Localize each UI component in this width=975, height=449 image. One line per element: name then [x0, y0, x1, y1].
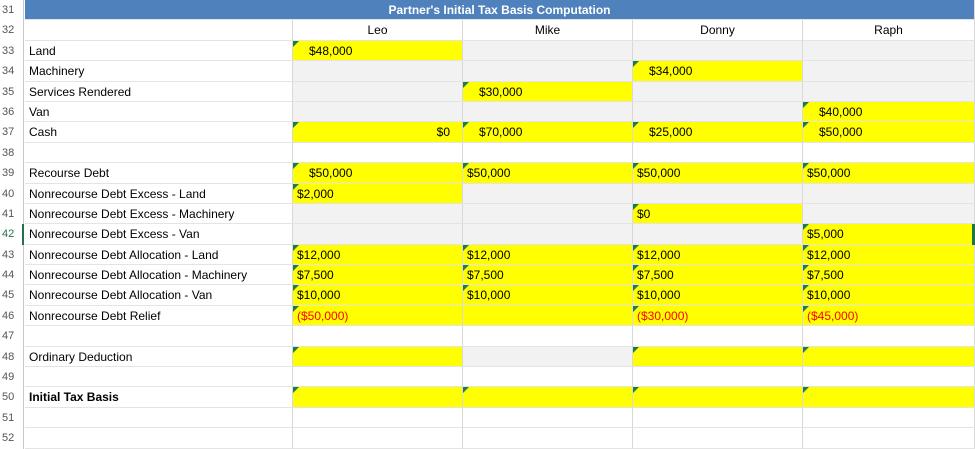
cell-raph-alloc-land[interactable]: $12,000: [803, 245, 975, 265]
sheet-row: [0, 61, 975, 81]
row-header[interactable]: 46: [0, 306, 24, 326]
cell-leo-alloc-land[interactable]: $12,000: [293, 245, 463, 265]
cell-mike-ordinary-deduction[interactable]: [463, 347, 633, 367]
row-header[interactable]: 52: [0, 428, 24, 448]
cell-raph-initial-basis[interactable]: [803, 387, 975, 407]
cell-raph-land[interactable]: [803, 41, 975, 61]
row-label[interactable]: Nonrecourse Debt Allocation - Land: [25, 245, 293, 265]
empty-cell[interactable]: [293, 367, 463, 387]
partner-header-raph[interactable]: Raph: [803, 20, 975, 40]
sheet-row: [0, 428, 975, 448]
empty-cell[interactable]: [633, 326, 803, 346]
cell-leo-excess-machinery[interactable]: [293, 204, 463, 224]
cell-raph-alloc-machinery[interactable]: $7,500: [803, 265, 975, 285]
cell-leo-recourse[interactable]: $50,000: [293, 163, 463, 183]
cell-mike-recourse[interactable]: $50,000: [463, 163, 633, 183]
row-header[interactable]: 35: [0, 82, 24, 102]
row-header[interactable]: 44: [0, 265, 24, 285]
sheet-row: [0, 245, 975, 265]
empty-cell[interactable]: [803, 428, 975, 448]
sheet-row: [0, 143, 975, 163]
cell-donny-excess-machinery[interactable]: $0: [633, 204, 803, 224]
empty-cell[interactable]: [633, 408, 803, 428]
cell-mike-land[interactable]: [463, 41, 633, 61]
sheet-row: [0, 122, 975, 142]
cell-leo-alloc-machinery[interactable]: $7,500: [293, 265, 463, 285]
row-header[interactable]: 51: [0, 408, 24, 428]
row-header[interactable]: 50: [0, 387, 24, 407]
empty-cell[interactable]: [633, 143, 803, 163]
label-cell[interactable]: [25, 143, 293, 163]
cell-donny-van[interactable]: [633, 102, 803, 122]
sheet-row: [0, 102, 975, 122]
row-header[interactable]: 39: [0, 163, 24, 183]
cell-mike-machinery[interactable]: [463, 61, 633, 81]
cell-raph-relief[interactable]: ($45,000): [803, 306, 975, 326]
row-header[interactable]: 31: [0, 0, 24, 20]
cell-mike-excess-van[interactable]: [463, 224, 633, 244]
sheet-row: [0, 367, 975, 387]
cell-leo-land[interactable]: $48,000: [293, 41, 463, 61]
empty-cell[interactable]: [803, 143, 975, 163]
sheet-row: [0, 82, 975, 102]
row-header[interactable]: 34: [0, 61, 24, 81]
sheet-row: [0, 184, 975, 204]
cell-leo-excess-land[interactable]: $2,000: [293, 184, 463, 204]
row-label[interactable]: Land: [25, 41, 293, 61]
row-header[interactable]: 47: [0, 326, 24, 346]
cell-leo-services[interactable]: [293, 82, 463, 102]
row-header[interactable]: 36: [0, 102, 24, 122]
row-label[interactable]: Nonrecourse Debt Excess - Land: [25, 184, 293, 204]
table-title[interactable]: Partner's Initial Tax Basis Computation: [25, 0, 975, 20]
cell-donny-ordinary-deduction[interactable]: [633, 347, 803, 367]
sheet-row: [0, 20, 975, 40]
row-header[interactable]: 45: [0, 285, 24, 305]
cell-mike-cash[interactable]: $70,000: [463, 122, 633, 142]
row-header[interactable]: 48: [0, 347, 24, 367]
row-label[interactable]: Nonrecourse Debt Allocation - Machinery: [25, 265, 293, 285]
partner-header-donny[interactable]: Donny: [633, 20, 803, 40]
sheet-row: [0, 326, 975, 346]
cell-donny-recourse[interactable]: $50,000: [633, 163, 803, 183]
cell-donny-alloc-van[interactable]: $10,000: [633, 285, 803, 305]
sheet-row: [0, 347, 975, 367]
cell-leo-relief[interactable]: ($50,000): [293, 306, 463, 326]
cell-raph-services[interactable]: [803, 82, 975, 102]
row-label[interactable]: Recourse Debt: [25, 163, 293, 183]
row-label[interactable]: Services Rendered: [25, 82, 293, 102]
cell-mike-excess-land[interactable]: [463, 184, 633, 204]
row-label[interactable]: Nonrecourse Debt Allocation - Van: [25, 285, 293, 305]
cell-donny-cash[interactable]: $25,000: [633, 122, 803, 142]
row-label[interactable]: Machinery: [25, 61, 293, 81]
cell-leo-excess-van[interactable]: [293, 224, 463, 244]
cell-donny-services[interactable]: [633, 82, 803, 102]
cell-mike-alloc-van[interactable]: $10,000: [463, 285, 633, 305]
cell-leo-machinery[interactable]: [293, 61, 463, 81]
cell-mike-excess-machinery[interactable]: [463, 204, 633, 224]
label-cell[interactable]: [25, 408, 293, 428]
row-header-selected[interactable]: 42: [0, 224, 24, 244]
sheet-row: [0, 41, 975, 61]
cell-raph-van[interactable]: $40,000: [803, 102, 975, 122]
label-cell[interactable]: [25, 367, 293, 387]
sheet-row: [0, 265, 975, 285]
cell-leo-alloc-van[interactable]: $10,000: [293, 285, 463, 305]
row-label[interactable]: Nonrecourse Debt Excess - Machinery: [25, 204, 293, 224]
cell-donny-machinery[interactable]: $34,000: [633, 61, 803, 81]
cell-mike-alloc-land[interactable]: $12,000: [463, 245, 633, 265]
cell-leo-van[interactable]: [293, 102, 463, 122]
row-header[interactable]: 49: [0, 367, 24, 387]
cell-raph-excess-land[interactable]: [803, 184, 975, 204]
cell-raph-ordinary-deduction[interactable]: [803, 347, 975, 367]
sheet-row: [0, 163, 975, 183]
cell-leo-initial-basis[interactable]: [293, 387, 463, 407]
row-header[interactable]: 40: [0, 184, 24, 204]
partner-header-leo[interactable]: Leo: [293, 20, 463, 40]
cell-raph-alloc-van[interactable]: $10,000: [803, 285, 975, 305]
cell-mike-van[interactable]: [463, 102, 633, 122]
empty-cell[interactable]: [633, 428, 803, 448]
row-header[interactable]: 41: [0, 204, 24, 224]
row-label[interactable]: Ordinary Deduction: [25, 347, 293, 367]
cell-mike-services[interactable]: $30,000: [463, 82, 633, 102]
cell-donny-excess-van[interactable]: [633, 224, 803, 244]
row-header[interactable]: 32: [0, 20, 24, 40]
sheet-row: [0, 408, 975, 428]
empty-cell[interactable]: [803, 326, 975, 346]
row-label[interactable]: Cash: [25, 122, 293, 142]
sheet-row: [0, 224, 975, 244]
label-cell[interactable]: [25, 20, 293, 40]
row-label[interactable]: Nonrecourse Debt Excess - Van: [25, 224, 293, 244]
sheet-row: [0, 387, 975, 407]
cell-donny-excess-land[interactable]: [633, 184, 803, 204]
cell-raph-cash[interactable]: $50,000: [803, 122, 975, 142]
cell-mike-alloc-machinery[interactable]: $7,500: [463, 265, 633, 285]
cell-donny-relief[interactable]: ($30,000): [633, 306, 803, 326]
empty-cell[interactable]: [293, 143, 463, 163]
sheet-row: [0, 0, 975, 20]
empty-cell[interactable]: [463, 408, 633, 428]
row-header[interactable]: 37: [0, 122, 24, 142]
cell-donny-land[interactable]: [633, 41, 803, 61]
cell-leo-cash[interactable]: $0: [293, 122, 463, 142]
row-header[interactable]: 38: [0, 143, 24, 163]
cell-donny-alloc-land[interactable]: $12,000: [633, 245, 803, 265]
cell-mike-initial-basis[interactable]: [463, 387, 633, 407]
sheet-row: [0, 306, 975, 326]
cell-leo-ordinary-deduction[interactable]: [293, 347, 463, 367]
cell-raph-recourse[interactable]: $50,000: [803, 163, 975, 183]
label-cell[interactable]: [25, 428, 293, 448]
empty-cell[interactable]: [463, 367, 633, 387]
row-header[interactable]: 33: [0, 41, 24, 61]
empty-cell[interactable]: [463, 326, 633, 346]
partner-header-mike[interactable]: Mike: [463, 20, 633, 40]
cell-raph-machinery[interactable]: [803, 61, 975, 81]
empty-cell[interactable]: [803, 367, 975, 387]
row-label-total[interactable]: Initial Tax Basis: [25, 387, 293, 407]
empty-cell[interactable]: [293, 408, 463, 428]
empty-cell[interactable]: [293, 428, 463, 448]
cell-raph-excess-van[interactable]: $5,000: [803, 224, 975, 244]
empty-cell[interactable]: [293, 326, 463, 346]
sheet-row: [0, 204, 975, 224]
empty-cell[interactable]: [463, 428, 633, 448]
cell-raph-excess-machinery[interactable]: [803, 204, 975, 224]
cell-donny-initial-basis[interactable]: [633, 387, 803, 407]
cell-mike-relief[interactable]: [463, 306, 633, 326]
empty-cell[interactable]: [463, 143, 633, 163]
empty-cell[interactable]: [633, 367, 803, 387]
cell-donny-alloc-machinery[interactable]: $7,500: [633, 265, 803, 285]
row-label[interactable]: Van: [25, 102, 293, 122]
label-cell[interactable]: [25, 326, 293, 346]
row-label[interactable]: Nonrecourse Debt Relief: [25, 306, 293, 326]
row-header[interactable]: 43: [0, 245, 24, 265]
sheet-row: [0, 285, 975, 305]
empty-cell[interactable]: [803, 408, 975, 428]
